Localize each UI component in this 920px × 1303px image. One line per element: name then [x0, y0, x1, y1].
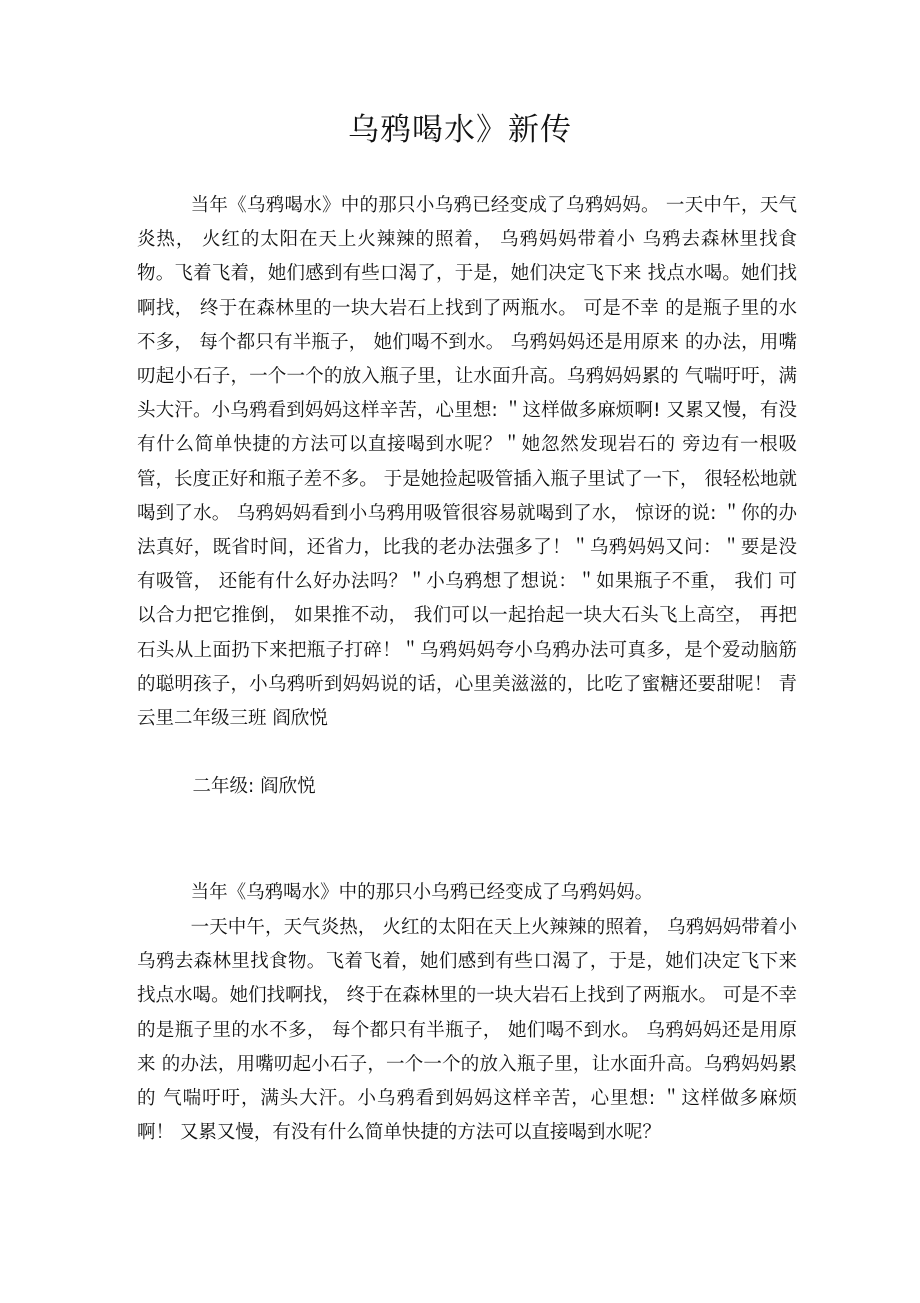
- author-line: 二年级: 阎欣悦: [192, 776, 316, 797]
- story-paragraph: 当年《乌鸦喝水》中的那只小乌鸦已经变成了乌鸦妈妈。 一天中午，天气炎热， 火红的太阳在天上火辣辣的照着， 乌鸦妈妈带着小 乌鸦去森林里找食物。飞着飞着，她们感到有些口渴了，于是，她们决定飞下来 找点水喝。她们找啊找， 终于在森林里的一块大岩石上找到了两瓶水。 可是不幸 的是瓶子里的水不多， 每个都只有半瓶子， 她们喝不到水。 乌鸦妈妈还是用原来 的办法，用嘴叨起小石子，一个一个的放入瓶子里，让水面升高。乌鸦妈妈累的 气喘吁吁，满头大汗。小乌鸦看到妈妈这样辛苦，心里想: ＂这样做多麻烦啊! 又累又慢，有没有什么简单快捷的方法可以直接喝到水呢？＂她忽然发现岩石的 旁边有一根吸管，长度正好和瓶子差不多。 于是她捡起吸管插入瓶子里试了一下， 很轻松地就喝到了水。 乌鸦妈妈看到小乌鸦用吸管很容易就喝到了水， 惊讶的说: ＂你的办法真好，既省时间，还省力，比我的老办法强多了！＂乌鸦妈妈又问：＂要是没有吸管， 还能有什么好办法吗？＂小乌鸦想了想说：＂如果瓶子不重， 我们 可以合力把它推倒， 如果推不动， 我们可以一起抬起一块大石头飞上高空， 再把 石头从上面扔下来把瓶子打碎！＂乌鸦妈妈夸小乌鸦办法可真多，是个爱动脑筋 的聪明孩子，小乌鸦听到妈妈说的话，心里美滋滋的，比吃了蜜糖还要甜呢！ 青云里二年级三班 阎欣悦: [137, 195, 797, 730]
- document-title: 乌鸦喝水》新传: [348, 112, 572, 148]
- story-paragraph: 当年《乌鸦喝水》中的那只小乌鸦已经变成了乌鸦妈妈。: [190, 882, 654, 903]
- story-paragraph: 一天中午，天气炎热， 火红的太阳在天上火辣辣的照着， 乌鸦妈妈带着小 乌鸦去森林里找食物。飞着飞着，她们感到有些口渴了，于是，她们决定飞下来 找点水喝。她们找啊找， 终于在森林里的一块大岩石上找到了两瓶水。 可是不幸 的是瓶子里的水不多， 每个都只有半瓶子， 她们喝不到水。 乌鸦妈妈还是用原来 的办法，用嘴叨起小石子，一个一个的放入瓶子里，让水面升高。乌鸦妈妈累的 气喘吁吁，满头大汗。小乌鸦看到妈妈这样辛苦，心里想: ＂这样做多麻烦啊！ 又累又慢，有没有什么简单快捷的方法可以直接喝到水呢？: [137, 917, 797, 1144]
